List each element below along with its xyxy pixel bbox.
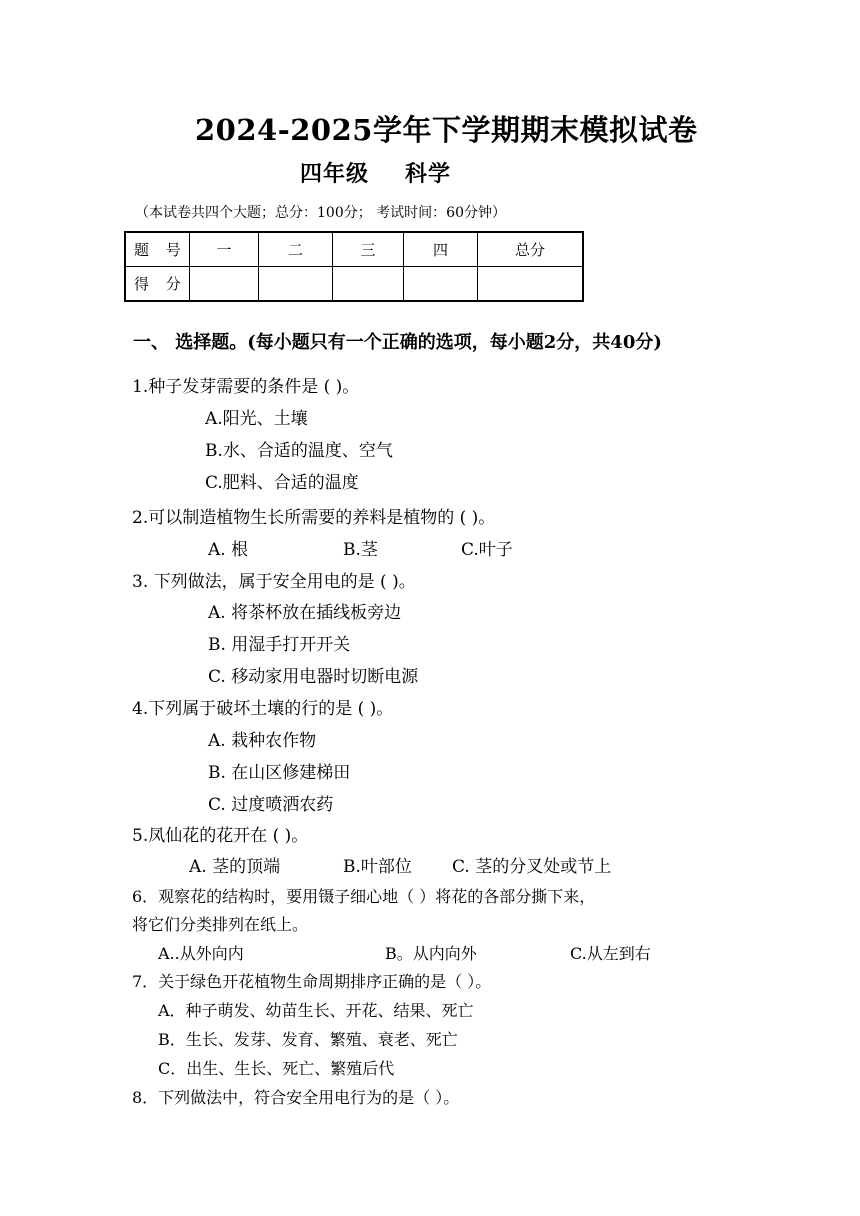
question-4-option-b: B. 在山区修建梯田: [208, 763, 351, 783]
subject-label: 科学: [405, 161, 452, 187]
grade-label: 四年级: [300, 161, 370, 187]
question-7-stem: 7．关于绿色开花植物生命周期排序正确的是（ ）。: [132, 972, 492, 991]
header-cell-3: 三: [333, 232, 404, 267]
question-6-stem-line-2: 将它们分类排列在纸上。: [132, 915, 309, 934]
score-table: [124, 231, 584, 302]
question-6-option-b: B。从内向外: [385, 944, 477, 963]
question-6-option-a: A..从外向内: [158, 944, 244, 963]
row-label-question-number: 题 号: [125, 232, 190, 267]
question-6-option-c: C.从左到右: [570, 944, 651, 963]
question-5-option-c: C. 茎的分叉处或节上: [452, 857, 612, 877]
question-5-stem: 5.凤仙花的花开在 ( )。: [132, 826, 309, 846]
question-1-option-a: A.阳光、土壤: [205, 409, 308, 429]
question-6-stem-line-1: 6．观察花的结构时，要用镊子细心地（ ）将花的各部分撕下来，: [132, 887, 596, 906]
question-8-stem: 8．下列做法中，符合安全用电行为的是（ ）。: [132, 1088, 460, 1107]
question-1-stem: 1.种子发芽需要的条件是 ( )。: [132, 377, 360, 397]
header-cell-2: 二: [259, 232, 333, 267]
question-1-option-c: C.肥料、合适的温度: [205, 473, 359, 493]
question-7-option-b: B．生长、发芽、发育、繁殖、衰老、死亡: [158, 1030, 458, 1049]
section-heading: 一、 选择题。(每小题只有一个正确的选项，每小题2分，共40分): [133, 332, 662, 353]
score-cell-1[interactable]: [190, 267, 259, 302]
header-cell-1: 一: [190, 232, 259, 267]
row-label-score: 得 分: [125, 267, 190, 302]
exam-note: （本试卷共四个大题；总分：100分； 考试时间：60分钟）: [135, 205, 506, 221]
question-1-option-b: B.水、合适的温度、空气: [205, 441, 393, 461]
score-cell-3[interactable]: [333, 267, 404, 302]
question-4-stem: 4.下列属于破坏土壤的行的是 ( )。: [132, 699, 394, 719]
header-cell-4: 四: [404, 232, 478, 267]
question-2-stem: 2.可以制造植物生长所需要的养料是植物的 ( )。: [132, 508, 496, 528]
question-2-option-b: B.茎: [343, 540, 378, 560]
score-cell-total[interactable]: [478, 267, 584, 302]
question-5-option-b: B.叶部位: [343, 857, 412, 877]
score-table-header-row: [125, 232, 583, 267]
question-4-option-c: C. 过度喷洒农药: [208, 795, 334, 815]
question-5-option-a: A. 茎的顶端: [189, 857, 281, 877]
question-4-option-a: A. 栽种农作物: [208, 731, 317, 751]
question-3-option-c: C. 移动家用电器时切断电源: [208, 667, 419, 687]
question-2-option-c: C.叶子: [461, 540, 513, 560]
score-cell-4[interactable]: [404, 267, 478, 302]
exam-subtitle: [300, 157, 451, 188]
score-table-score-row: [125, 267, 583, 302]
question-3-stem: 3. 下列做法，属于安全用电的是 ( )。: [132, 572, 416, 592]
score-cell-2[interactable]: [259, 267, 333, 302]
question-2-option-a: A. 根: [208, 540, 249, 560]
question-3-option-a: A. 将茶杯放在插线板旁边: [208, 603, 402, 623]
header-cell-total: 总分: [478, 232, 584, 267]
question-3-option-b: B. 用湿手打开开关: [208, 635, 351, 655]
exam-title: 2024-2025学年下学期期末模拟试卷: [195, 113, 698, 147]
question-7-option-c: C．出生、生长、死亡、繁殖后代: [158, 1059, 395, 1078]
question-7-option-a: A．种子萌发、幼苗生长、开花、结果、死亡: [158, 1001, 474, 1020]
